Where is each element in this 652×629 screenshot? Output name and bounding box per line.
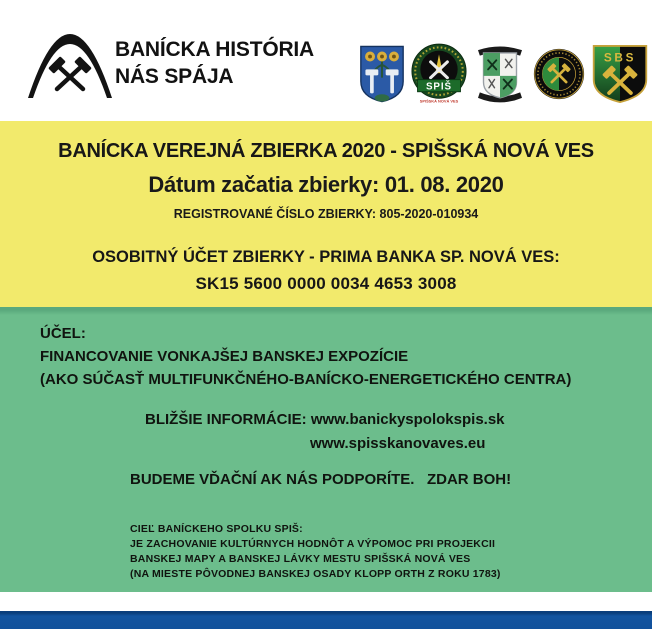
collection-title: BANÍCKA VEREJNÁ ZBIERKA 2020 - SPIŠSKÁ NOVÁ VES — [58, 140, 594, 162]
purpose-label: ÚČEL: — [40, 325, 86, 342]
sbs-shield-label: SBS — [603, 51, 637, 65]
logo-quartered-mining-crest — [473, 41, 527, 107]
registration-number: REGISTROVANÉ ČÍSLO ZBIERKY: 805-2020-010934 — [173, 207, 479, 221]
info-website-line-2: www.spisskanovaves.eu — [310, 435, 486, 452]
logo-sbs-shield — [591, 43, 649, 105]
footer-white-strip — [0, 592, 652, 611]
footer-blue-bar — [0, 611, 652, 629]
association-goal-block — [0, 522, 652, 582]
brand-title — [115, 36, 314, 90]
thanks-line: BUDEME VĎAČNÍ AK NÁS PODPORÍTE. ZDAR BOH! — [130, 471, 512, 488]
mining-arch-crossed-hammers-icon — [26, 28, 114, 102]
logo-spisska-nova-ves-arms — [359, 44, 405, 104]
brand-line-1: BANÍCKA HISTÓRIA — [115, 38, 315, 61]
goal-line-2: JE ZACHOVANIE KULTÚRNYCH HODNÔT A VÝPOMOC PRI PROJEKCII — [130, 538, 496, 550]
partner-logos-row — [359, 40, 649, 108]
purpose-line-2: (AKO SÚČASŤ MULTIFUNKČNÉHO-BANÍCKO-ENERGETICKÉHO CENTRA) — [40, 371, 572, 388]
quartered-shield-icon — [473, 41, 527, 107]
logo-round-mining-badge — [533, 44, 585, 104]
blue-shield-icon — [359, 44, 405, 104]
purpose-block — [0, 307, 652, 391]
collection-start-date: Dátum začatia zbierky: 01. 08. 2020 — [148, 172, 504, 197]
sbs-shield-icon — [591, 43, 649, 105]
spis-round-badge-icon — [411, 42, 467, 106]
collection-announcement-section — [0, 121, 652, 307]
info-website-line-1: BLIŽŠIE INFORMÁCIE: www.banickyspolokspis.sk — [145, 411, 505, 428]
brand-line-2: NÁS SPÁJA — [115, 65, 234, 88]
round-badge-icon — [533, 44, 585, 104]
goal-line-1: CIEĽ BANÍCKEHO SPOLKU SPIŠ: — [130, 523, 303, 535]
goal-line-3: BANSKEJ MAPY A BANSKEJ LÁVKY MESTU SPIŠSKÁ NOVÁ VES — [130, 553, 471, 565]
logo-banicky-spolok-spis — [411, 42, 467, 106]
more-info-block — [0, 408, 652, 456]
purpose-section — [0, 307, 652, 592]
purpose-line-1: FINANCOVANIE VONKAJŠEJ BANSKEJ EXPOZÍCIE — [40, 348, 409, 365]
spis-badge-sublabel: SPIŠSKÁ NOVÁ VES — [419, 98, 459, 104]
poster-header — [0, 0, 652, 121]
bank-account-title: OSOBITNÝ ÚČET ZBIERKY - PRIMA BANKA SP. NOVÁ VES: — [92, 248, 560, 266]
goal-line-4: (NA MIESTE PÔVODNEJ BANSKEJ OSADY KLOPP ORTH Z ROKU 1783) — [130, 568, 501, 580]
spis-badge-label: SPIŠ — [425, 81, 453, 93]
bank-account-iban: SK15 5600 0000 0034 4653 3008 — [195, 274, 457, 293]
